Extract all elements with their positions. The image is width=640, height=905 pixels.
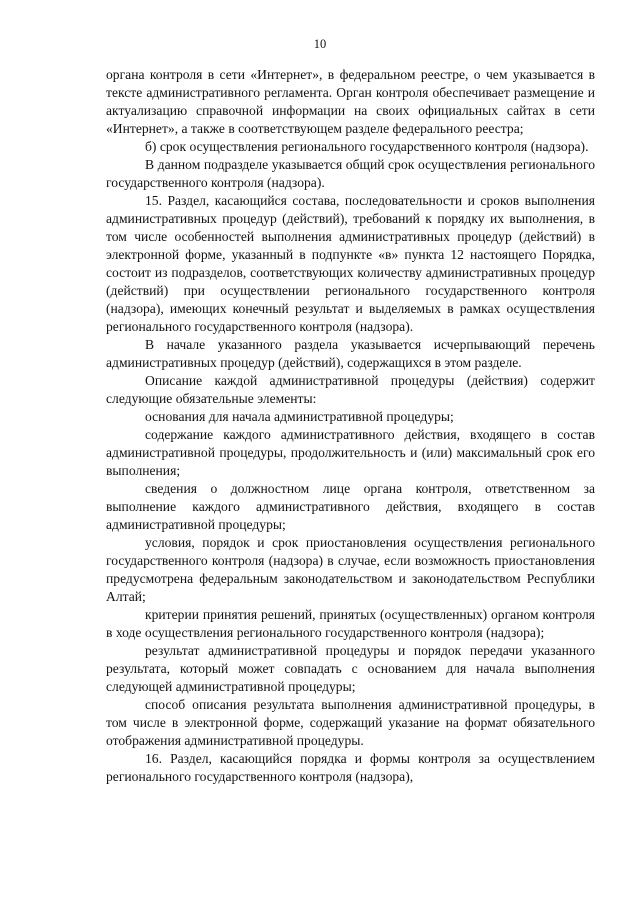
page-number: 10 bbox=[313, 37, 327, 51]
paragraph: содержание каждого административного действия, входящего в состав административной процедуры, продолжительность и (или) максимальный срок его выполнения; bbox=[106, 427, 595, 478]
paragraph: критерии принятия решений, принятых (осуществленных) органом контроля в ходе осуществления регионального государственного контроля (надзора); bbox=[106, 607, 595, 640]
document-body bbox=[106, 66, 595, 786]
paragraph: В начале указанного раздела указывается исчерпывающий перечень административных процедур (действий), содержащихся в этом разделе. bbox=[106, 337, 595, 370]
paragraph: Описание каждой административной процедуры (действия) содержит следующие обязательные элементы: bbox=[106, 373, 595, 406]
paragraph: результат административной процедуры и порядок передачи указанного результата, который может совпадать с основанием для начала выполнения следующей административной процедуры; bbox=[106, 643, 595, 694]
paragraph: В данном подразделе указывается общий срок осуществления регионального государственного контроля (надзора). bbox=[106, 157, 595, 190]
paragraph: органа контроля в сети «Интернет», в федеральном реестре, о чем указывается в тексте административного регламента. Орган контроля обеспечивает размещение и актуализацию справочной информации на своих официальных сайтах в сети «Интернет», а также в соответствующем разделе федерального реестра; bbox=[106, 67, 595, 136]
paragraph: 15. Раздел, касающийся состава, последовательности и сроков выполнения административных процедур (действий), требований к порядку их выполнения, в том числе особенностей выполнения административных процедур (действий) в электронной форме, указанный в подпункте «в» пункта 12 настоящего Порядка, состоит из подразделов, соответствующих количеству административных процедур (действий) при осуществлении регионального государственного контроля (надзора), имеющих конечный результат и выделяемых в рамках осуществления регионального государственного контроля (надзора). bbox=[106, 193, 595, 334]
paragraph: сведения о должностном лице органа контроля, ответственном за выполнение каждого административного действия, входящего в состав административной процедуры; bbox=[106, 481, 595, 532]
paragraph: б) срок осуществления регионального государственного контроля (надзора). bbox=[145, 139, 589, 154]
paragraph: 16. Раздел, касающийся порядка и формы контроля за осуществлением регионального государственного контроля (надзора), bbox=[106, 751, 595, 784]
paragraph: условия, порядок и срок приостановления осуществления регионального государственного контроля (надзора) в случае, если возможность приостановления предусмотрена федеральным законодательством и законодательством Республики Алтай; bbox=[106, 535, 595, 604]
paragraph: способ описания результата выполнения административной процедуры, в том числе в электронной форме, содержащий указание на формат обязательного отображения административной процедуры. bbox=[106, 697, 595, 748]
paragraph: основания для начала административной процедуры; bbox=[145, 409, 454, 424]
